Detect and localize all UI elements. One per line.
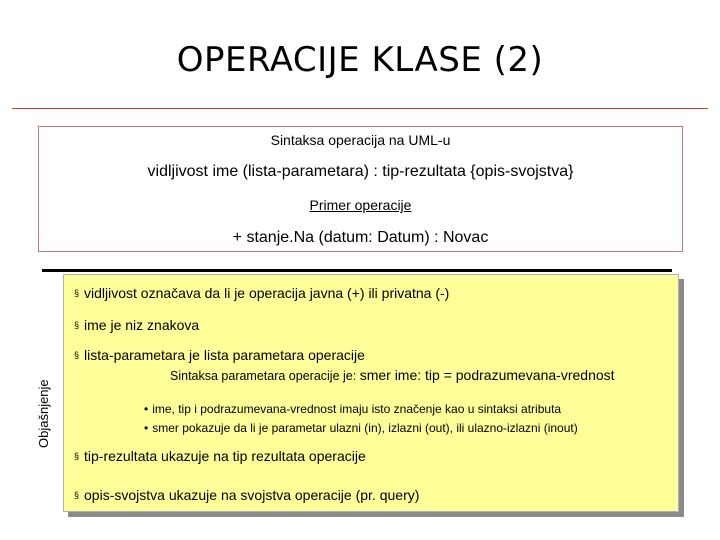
bullet-icon: §: [74, 320, 80, 330]
section-divider: [42, 269, 672, 272]
bullet-icon: §: [74, 490, 80, 500]
explanation-side-label: Objašnjenje: [36, 379, 51, 448]
title-divider: [12, 108, 708, 109]
explanation-box: [63, 274, 679, 512]
syntax-heading: Sintaksa operacija na UML-u: [270, 132, 451, 148]
sub-item-text: smer pokazuje da li je parametar ulazni (in), izlazni (out), ili ulazno-izlazni (inout): [152, 421, 578, 435]
item-text: opis-svojstva ukazuje na svojstva operacije (pr. query): [84, 487, 420, 503]
sub-item-direction: [144, 421, 578, 435]
item-text: lista-parametara je lista parametara operacije: [84, 347, 365, 363]
sub-bullet-icon: •: [144, 421, 149, 435]
explanation-item-result-type: [74, 448, 366, 464]
sub-bullet-icon: •: [144, 402, 149, 416]
explanation-item-visibility: [74, 285, 449, 301]
item-text: ime je niz znakova: [84, 317, 200, 333]
operation-syntax: vidljivost ime (lista-parametara) : tip-rezultata {opis-svojstva}: [147, 163, 574, 180]
explanation-item-params: [74, 347, 365, 363]
example-operation: + stanje.Na (datum: Datum) : Novac: [232, 229, 489, 246]
parameter-syntax-value: smer ime: tip = podrazumevana-vrednost: [359, 367, 615, 383]
parameter-syntax: [170, 367, 615, 383]
syntax-box: [38, 126, 683, 252]
explanation-item-properties: [74, 487, 419, 503]
sub-item-name-type: [144, 402, 561, 416]
bullet-icon: §: [74, 451, 80, 461]
sub-item-text: ime, tip i podrazumevana-vrednost imaju isto značenje kao u sintaksi atributa: [152, 402, 562, 416]
bullet-icon: §: [74, 350, 80, 360]
explanation-item-name: [74, 317, 199, 333]
example-label: Primer operacije: [309, 197, 412, 213]
bullet-icon: §: [74, 288, 80, 298]
slide-title: OPERACIJE KLASE (2): [176, 40, 544, 80]
item-text: vidljivost označava da li je operacija javna (+) ili privatna (-): [84, 285, 450, 301]
item-text: tip-rezultata ukazuje na tip rezultata operacije: [84, 448, 366, 464]
parameter-syntax-prefix: Sintaksa parametara operacije je:: [170, 369, 360, 383]
